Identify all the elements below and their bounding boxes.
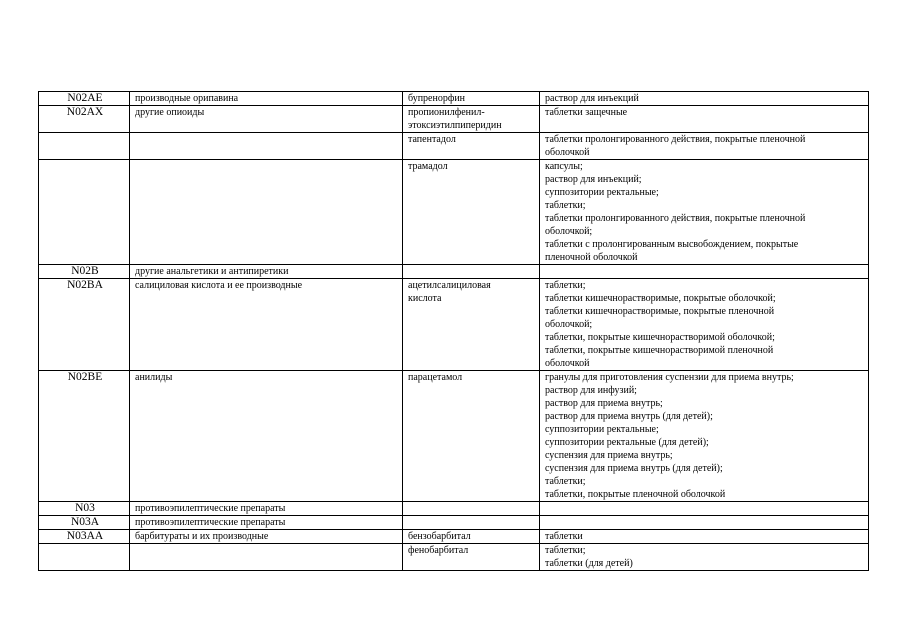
atc-code-cell: N03A — [39, 516, 130, 530]
substance-cell — [403, 530, 540, 544]
table-row — [39, 106, 869, 133]
dosage-form-cell — [540, 92, 869, 106]
dosage-form-line: таблетки, покрытые кишечнорастворимой оболочкой; — [545, 332, 775, 343]
dosage-form-cell — [540, 371, 869, 502]
dosage-form-cell — [540, 502, 869, 516]
dosage-form-line: капсулы; — [545, 161, 583, 172]
substance-line: этоксиэтилпиперидин — [408, 120, 502, 131]
dosage-form-line: раствор для инъекций — [545, 93, 639, 104]
atc-code-cell — [39, 544, 130, 571]
substance-cell — [403, 160, 540, 265]
table-row — [39, 160, 869, 265]
dosage-form-line: суспензия для приема внутрь (для детей); — [545, 463, 723, 474]
dosage-form-cell — [540, 516, 869, 530]
substance-cell — [403, 133, 540, 160]
substance-line: парацетамол — [408, 372, 463, 383]
dosage-form-line: таблетки — [545, 531, 583, 542]
dosage-form-line: гранулы для приготовления суспензии для приема внутрь; — [545, 372, 794, 383]
substance-cell — [403, 544, 540, 571]
dosage-form-line: пленочной оболочкой — [545, 252, 638, 263]
dosage-form-line: таблетки кишечнорастворимые, покрытые оболочкой; — [545, 293, 776, 304]
table-row — [39, 502, 869, 516]
atc-code-cell: N02BA — [39, 279, 130, 371]
dosage-form-line: раствор для инъекций; — [545, 174, 642, 185]
dosage-form-cell — [540, 544, 869, 571]
dosage-form-line: таблетки пролонгированного действия, покрытые пленочной — [545, 134, 806, 145]
dosage-form-cell — [540, 265, 869, 279]
atc-code-cell: N03AA — [39, 530, 130, 544]
dosage-form-line: таблетки; — [545, 476, 586, 487]
substance-line: фенобарбитал — [408, 545, 469, 556]
substance-line: тапентадол — [408, 134, 456, 145]
group-name-cell: противоэпилептические препараты — [130, 516, 403, 530]
substance-line: ацетилсалициловая — [408, 280, 491, 291]
group-name-cell: другие опиоиды — [130, 106, 403, 133]
dosage-form-line: таблетки (для детей) — [545, 558, 633, 569]
group-name-cell: салициловая кислота и ее производные — [130, 279, 403, 371]
dosage-form-line: таблетки; — [545, 280, 586, 291]
group-name-cell: противоэпилептические препараты — [130, 502, 403, 516]
substance-line: пропионилфенил- — [408, 107, 485, 118]
dosage-form-cell — [540, 279, 869, 371]
substance-cell — [403, 502, 540, 516]
substance-cell — [403, 516, 540, 530]
drug-classification-table — [38, 91, 869, 571]
dosage-form-line: оболочкой — [545, 358, 590, 369]
substance-line: кислота — [408, 293, 442, 304]
substance-line: трамадол — [408, 161, 448, 172]
atc-code-cell — [39, 160, 130, 265]
dosage-form-line: таблетки кишечнорастворимые, покрытые пленочной — [545, 306, 775, 317]
substance-cell — [403, 265, 540, 279]
atc-code-cell: N02B — [39, 265, 130, 279]
dosage-form-line: таблетки, покрытые кишечнорастворимой пленочной — [545, 345, 774, 356]
dosage-form-line: таблетки, покрытые пленочной оболочкой — [545, 489, 726, 500]
dosage-form-line: раствор для приема внутрь (для детей); — [545, 411, 713, 422]
atc-code-cell: N02BE — [39, 371, 130, 502]
dosage-form-cell — [540, 530, 869, 544]
table-row — [39, 265, 869, 279]
group-name-cell — [130, 544, 403, 571]
dosage-form-line: суппозитории ректальные; — [545, 187, 659, 198]
dosage-form-line: таблетки с пролонгированным высвобождением, покрытые — [545, 239, 799, 250]
substance-cell — [403, 106, 540, 133]
substance-line: бупренорфин — [408, 93, 466, 104]
substance-cell — [403, 279, 540, 371]
atc-code-cell: N02AE — [39, 92, 130, 106]
dosage-form-line: оболочкой — [545, 147, 590, 158]
dosage-form-line: таблетки; — [545, 200, 586, 211]
table-row — [39, 530, 869, 544]
dosage-form-line: оболочкой; — [545, 319, 593, 330]
table-row — [39, 516, 869, 530]
dosage-form-line: раствор для инфузий; — [545, 385, 637, 396]
group-name-cell — [130, 133, 403, 160]
group-name-cell: барбитураты и их производные — [130, 530, 403, 544]
dosage-form-cell — [540, 160, 869, 265]
dosage-form-cell — [540, 133, 869, 160]
group-name-cell: другие анальгетики и антипиретики — [130, 265, 403, 279]
substance-cell — [403, 371, 540, 502]
atc-code-cell — [39, 133, 130, 160]
dosage-form-line: таблетки пролонгированного действия, покрытые пленочной — [545, 213, 806, 224]
group-name-cell: анилиды — [130, 371, 403, 502]
substance-line: бензобарбитал — [408, 531, 471, 542]
table-row — [39, 133, 869, 160]
dosage-form-cell — [540, 106, 869, 133]
table-body — [39, 92, 869, 571]
dosage-form-line: суппозитории ректальные (для детей); — [545, 437, 709, 448]
dosage-form-line: суспензия для приема внутрь; — [545, 450, 673, 461]
table-row — [39, 544, 869, 571]
substance-cell — [403, 92, 540, 106]
atc-code-cell: N03 — [39, 502, 130, 516]
group-name-cell — [130, 160, 403, 265]
table-row — [39, 371, 869, 502]
dosage-form-line: раствор для приема внутрь; — [545, 398, 663, 409]
dosage-form-line: таблетки защечные — [545, 107, 628, 118]
atc-code-cell: N02AX — [39, 106, 130, 133]
dosage-form-line: суппозитории ректальные; — [545, 424, 659, 435]
group-name-cell: производные орипавина — [130, 92, 403, 106]
dosage-form-line: оболочкой; — [545, 226, 593, 237]
dosage-form-line: таблетки; — [545, 545, 586, 556]
table-row — [39, 92, 869, 106]
table-row — [39, 279, 869, 371]
